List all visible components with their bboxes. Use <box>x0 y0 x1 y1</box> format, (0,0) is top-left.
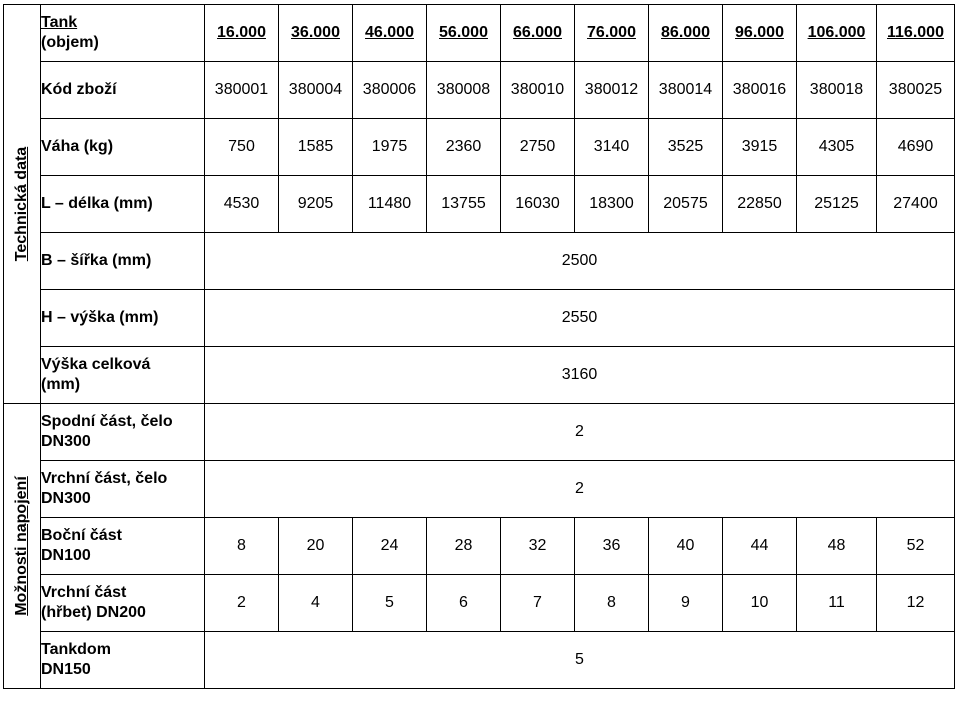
top-ridge-cell: 9 <box>649 575 723 632</box>
row-width <box>4 233 955 290</box>
volume-header: 46.000 <box>353 5 427 62</box>
row-label-weight: Váha (kg) <box>41 119 205 176</box>
row-label-bottom <box>41 404 205 461</box>
row-top-ridge <box>4 575 955 632</box>
weight-cell: 3915 <box>723 119 797 176</box>
group-technical-label: Technická data <box>13 146 30 262</box>
top-ridge-cell: 8 <box>575 575 649 632</box>
row-label-line: Výška celková <box>41 356 151 373</box>
tank-spec-table <box>3 4 955 689</box>
code-cell: 380014 <box>649 62 723 119</box>
code-cell: 380008 <box>427 62 501 119</box>
header-row <box>4 5 955 62</box>
height-cell: 2550 <box>205 290 955 347</box>
code-cell: 380025 <box>877 62 955 119</box>
weight-cell: 4690 <box>877 119 955 176</box>
weight-cell: 3140 <box>575 119 649 176</box>
volume-header: 86.000 <box>649 5 723 62</box>
length-cell: 20575 <box>649 176 723 233</box>
width-cell: 2500 <box>205 233 955 290</box>
side-cell: 24 <box>353 518 427 575</box>
side-cell: 32 <box>501 518 575 575</box>
group-technical <box>4 5 41 404</box>
row-label-top-front <box>41 461 205 518</box>
row-label-side <box>41 518 205 575</box>
row-label-width: B – šířka (mm) <box>41 233 205 290</box>
top-ridge-cell: 10 <box>723 575 797 632</box>
volume-header: 16.000 <box>205 5 279 62</box>
volume-header: 116.000 <box>877 5 955 62</box>
volume-header: 106.000 <box>797 5 877 62</box>
row-top-front <box>4 461 955 518</box>
code-cell: 380018 <box>797 62 877 119</box>
code-cell: 380012 <box>575 62 649 119</box>
side-cell: 8 <box>205 518 279 575</box>
side-cell: 28 <box>427 518 501 575</box>
code-cell: 380016 <box>723 62 797 119</box>
length-cell: 16030 <box>501 176 575 233</box>
tank-volume-header <box>41 5 205 62</box>
total-height-cell: 3160 <box>205 347 955 404</box>
row-label-line: Vrchní část, čelo <box>41 470 168 487</box>
volume-header: 56.000 <box>427 5 501 62</box>
volume-header: 66.000 <box>501 5 575 62</box>
row-label-line: (mm) <box>41 376 81 393</box>
volume-label: (objem) <box>41 34 99 51</box>
weight-cell: 2360 <box>427 119 501 176</box>
row-label-line: Spodní část, čelo <box>41 413 173 430</box>
length-cell: 18300 <box>575 176 649 233</box>
row-label-line: Tankdom <box>41 641 111 658</box>
row-label-top-ridge <box>41 575 205 632</box>
row-label-line: DN150 <box>41 661 91 678</box>
code-cell: 380010 <box>501 62 575 119</box>
code-cell: 380004 <box>279 62 353 119</box>
volume-header: 76.000 <box>575 5 649 62</box>
row-label-line: DN100 <box>41 547 91 564</box>
weight-cell: 1585 <box>279 119 353 176</box>
row-label-line: Boční část <box>41 527 122 544</box>
length-cell: 4530 <box>205 176 279 233</box>
code-cell: 380006 <box>353 62 427 119</box>
side-cell: 36 <box>575 518 649 575</box>
length-cell: 25125 <box>797 176 877 233</box>
weight-cell: 2750 <box>501 119 575 176</box>
group-connections-label: Možnosti napojení <box>13 476 30 616</box>
tankdom-cell: 5 <box>205 632 955 689</box>
top-ridge-cell: 12 <box>877 575 955 632</box>
weight-cell: 1975 <box>353 119 427 176</box>
length-cell: 22850 <box>723 176 797 233</box>
row-code <box>4 62 955 119</box>
row-label-code: Kód zboží <box>41 62 205 119</box>
row-side <box>4 518 955 575</box>
top-ridge-cell: 4 <box>279 575 353 632</box>
row-bottom <box>4 404 955 461</box>
row-tankdom <box>4 632 955 689</box>
group-connections <box>4 404 41 689</box>
top-ridge-cell: 5 <box>353 575 427 632</box>
row-label-length: L – délka (mm) <box>41 176 205 233</box>
side-cell: 52 <box>877 518 955 575</box>
row-label-line: DN300 <box>41 433 91 450</box>
row-label-line: (hřbet) DN200 <box>41 604 146 621</box>
tank-label: Tank <box>41 14 78 31</box>
row-label-total-height <box>41 347 205 404</box>
side-cell: 20 <box>279 518 353 575</box>
bottom-cell: 2 <box>205 404 955 461</box>
length-cell: 9205 <box>279 176 353 233</box>
volume-header: 36.000 <box>279 5 353 62</box>
side-cell: 40 <box>649 518 723 575</box>
row-weight <box>4 119 955 176</box>
length-cell: 27400 <box>877 176 955 233</box>
weight-cell: 3525 <box>649 119 723 176</box>
top-front-cell: 2 <box>205 461 955 518</box>
row-height <box>4 290 955 347</box>
side-cell: 48 <box>797 518 877 575</box>
length-cell: 13755 <box>427 176 501 233</box>
row-label-height: H – výška (mm) <box>41 290 205 347</box>
weight-cell: 750 <box>205 119 279 176</box>
weight-cell: 4305 <box>797 119 877 176</box>
side-cell: 44 <box>723 518 797 575</box>
top-ridge-cell: 2 <box>205 575 279 632</box>
volume-header: 96.000 <box>723 5 797 62</box>
code-cell: 380001 <box>205 62 279 119</box>
row-total-height <box>4 347 955 404</box>
row-label-line: Vrchní část <box>41 584 127 601</box>
row-label-tankdom <box>41 632 205 689</box>
top-ridge-cell: 11 <box>797 575 877 632</box>
top-ridge-cell: 6 <box>427 575 501 632</box>
length-cell: 11480 <box>353 176 427 233</box>
top-ridge-cell: 7 <box>501 575 575 632</box>
row-length <box>4 176 955 233</box>
row-label-line: DN300 <box>41 490 91 507</box>
